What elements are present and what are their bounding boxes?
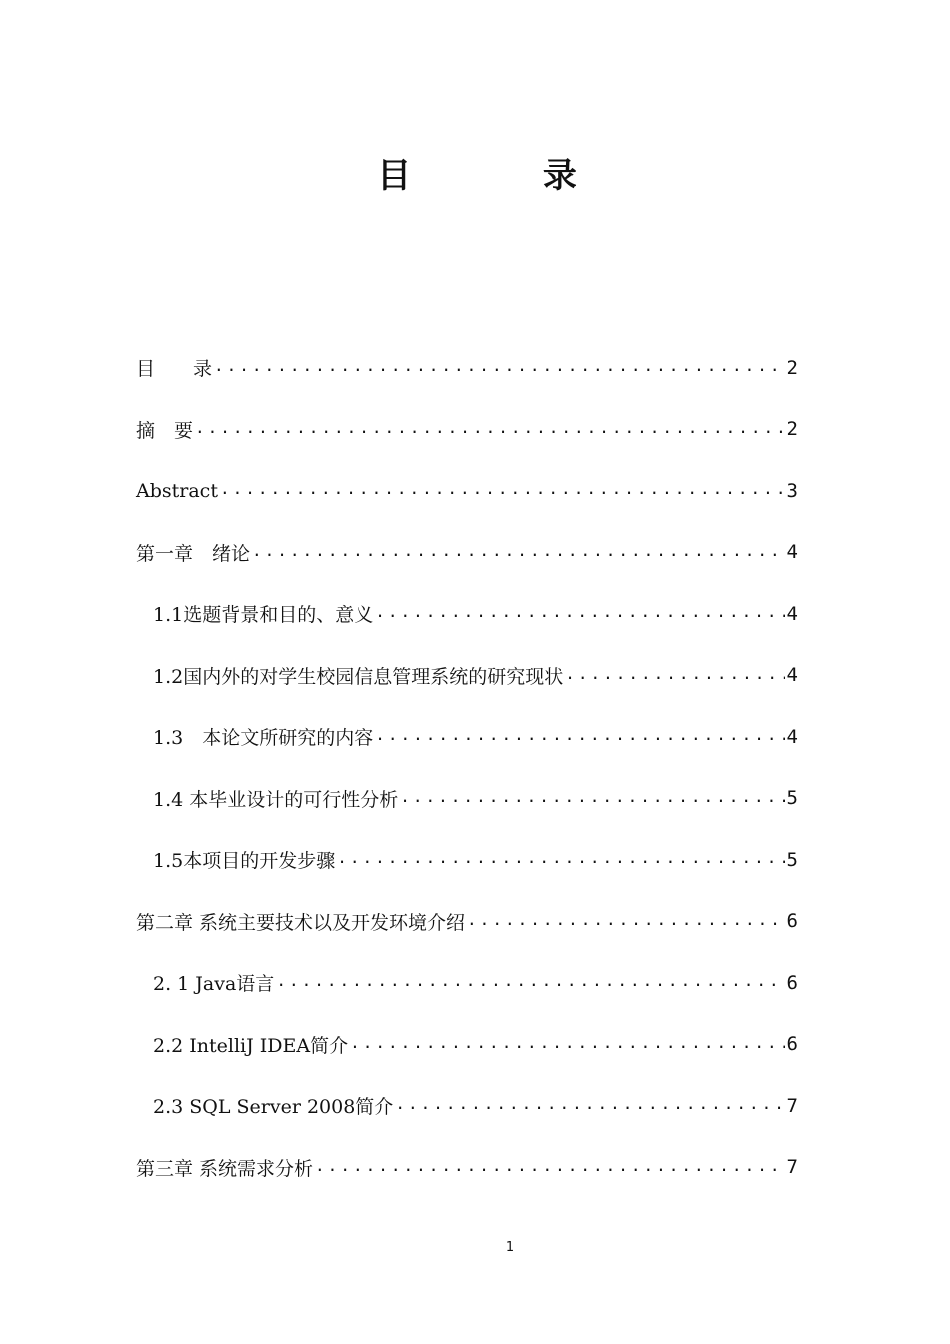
toc-dot-leader xyxy=(375,725,784,744)
toc-entry[interactable] xyxy=(136,768,798,830)
toc-entry-page: 6 xyxy=(786,1033,798,1056)
toc-entry[interactable] xyxy=(136,891,798,953)
toc-entry[interactable] xyxy=(136,522,798,584)
toc-entry-page: 2 xyxy=(786,356,798,379)
toc-entry[interactable] xyxy=(136,337,798,399)
toc-entry-page: 5 xyxy=(786,848,798,871)
toc-entry[interactable] xyxy=(136,399,798,461)
toc-dot-leader xyxy=(276,971,784,990)
toc-entry-page: 4 xyxy=(786,541,798,564)
toc-entry[interactable] xyxy=(136,583,798,645)
toc-dot-leader xyxy=(337,848,784,867)
toc-entry-label: 目 录 xyxy=(136,358,213,381)
toc-dot-leader xyxy=(395,1094,784,1113)
toc-dot-leader xyxy=(214,356,785,375)
table-of-contents xyxy=(136,337,798,1198)
toc-dot-leader xyxy=(252,541,785,560)
toc-entry-page: 4 xyxy=(786,664,798,687)
toc-dot-leader xyxy=(467,910,785,929)
toc-entry[interactable] xyxy=(136,460,798,522)
toc-entry-page: 6 xyxy=(786,971,798,994)
toc-entry-page: 5 xyxy=(786,787,798,810)
toc-entry-page: 3 xyxy=(786,479,798,502)
toc-entry-label: 2. 1 Java语言 xyxy=(153,973,275,996)
toc-entry[interactable] xyxy=(136,706,798,768)
toc-entry-label: 2.2 IntelliJ IDEA简介 xyxy=(153,1034,349,1057)
toc-dot-leader xyxy=(220,479,785,498)
toc-entry[interactable] xyxy=(136,1137,798,1199)
toc-entry-page: 6 xyxy=(786,910,798,933)
page-number: 1 xyxy=(505,1240,515,1255)
toc-entry-label: 1.4 本毕业设计的可行性分析 xyxy=(153,788,399,811)
toc-entry-page: 7 xyxy=(786,1094,798,1117)
toc-dot-leader xyxy=(565,664,784,683)
toc-entry-label: 第三章 系统需求分析 xyxy=(136,1157,314,1180)
toc-entry-label: 1.2国内外的对学生校园信息管理系统的研究现状 xyxy=(153,665,564,688)
toc-dot-leader xyxy=(350,1033,784,1052)
toc-entry-label: 摘 要 xyxy=(136,419,194,442)
toc-entry-page: 4 xyxy=(786,602,798,625)
toc-dot-leader xyxy=(400,787,784,806)
toc-entry-label: 2.3 SQL Server 2008简介 xyxy=(153,1096,394,1119)
page-title: 目 录 xyxy=(377,156,637,196)
toc-dot-leader xyxy=(375,602,784,621)
toc-entry[interactable] xyxy=(136,952,798,1014)
toc-dot-leader xyxy=(195,418,785,437)
toc-entry-page: 7 xyxy=(786,1156,798,1179)
toc-dot-leader xyxy=(315,1156,785,1175)
toc-entry-label: 第二章 系统主要技术以及开发环境介绍 xyxy=(136,911,466,934)
toc-entry-label: 1.3 本论文所研究的内容 xyxy=(153,727,374,750)
toc-entry-label: 1.5本项目的开发步骤 xyxy=(153,850,336,873)
toc-entry[interactable] xyxy=(136,1014,798,1076)
toc-entry[interactable] xyxy=(136,645,798,707)
toc-entry-label: 第一章 绪论 xyxy=(136,542,251,565)
toc-entry-label: 1.1选题背景和目的、意义 xyxy=(153,604,374,627)
toc-entry-page: 4 xyxy=(786,725,798,748)
toc-entry[interactable] xyxy=(136,829,798,891)
toc-entry[interactable] xyxy=(136,1075,798,1137)
toc-entry-label: Abstract xyxy=(136,479,218,502)
toc-entry-page: 2 xyxy=(786,418,798,441)
